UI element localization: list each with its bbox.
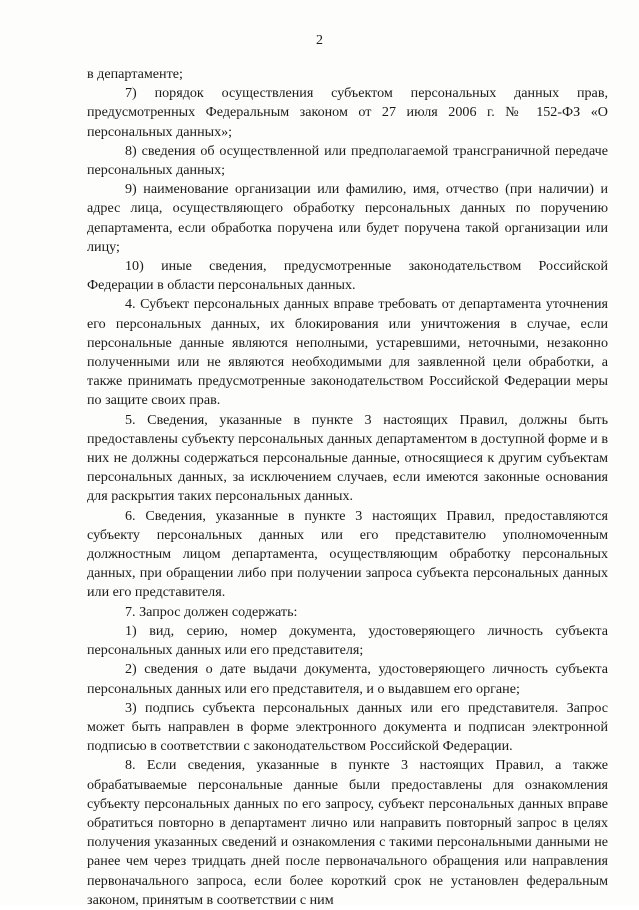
- page-number: 2: [316, 33, 323, 48]
- paragraph: 9) наименование организации или фамилию, имя, отчество (при наличии) и адрес лица, осуществляющего обработку персональных данных по поручению департамента, если обработка поручена или будет поручена такой организации или лицу;: [87, 181, 608, 255]
- paragraph: 7. Запрос должен содержать:: [125, 603, 298, 620]
- paragraph: 8. Если сведения, указанные в пункте 3 настоящих Правил, а также обрабатываемые персональные данные были предоставлены для ознакомления субъекту персональных данных по его запросу, субъект персональных данных вправе обратиться повторно в департамент лично или направить повторный запрос в целях получения указанных сведений и ознакомления с такими персональными данными не ранее чем через тридцать дней после первоначального обращения или направления первоначального запроса, если более короткий срок не установлен федеральным законом, принятым в соответствии с ним: [87, 757, 608, 908]
- paragraph: 8) сведения об осуществленной или предполагаемой трансграничной передаче персональных данных;: [87, 142, 608, 179]
- paragraph: 10) иные сведения, предусмотренные законодательством Российской Федерации в области персональных данных.: [87, 258, 608, 294]
- paragraph: 2) сведения о дате выдачи документа, удостоверяющего личность субъекта персональных данных или его представителя, и о выдавшем его органе;: [87, 661, 608, 697]
- paragraph: в департаменте;: [87, 66, 183, 82]
- paragraph: 3) подпись субъекта персональных данных или его представителя. Запрос может быть направлен в форме электронного документа и подписан электронной подписью в соответствии с законодательством Российской Федерации.: [87, 699, 608, 755]
- paragraph: 1) вид, серию, номер документа, удостоверяющего личность субъекта персональных данных или его представителя;: [87, 622, 608, 659]
- paragraph: 7) порядок осуществления субъектом персональных данных прав, предусмотренных Федеральным законом от 27 июля 2006 г. № 152-ФЗ «О персональных данных»;: [87, 85, 608, 140]
- paragraph: 5. Сведения, указанные в пункте 3 настоящих Правил, должны быть предоставлены субъекту персональных данных департаментом в доступной форме и в них не должны содержаться персональные данные, относящиеся к другим субъектам персональных данных, за исключением случаев, если имеются законные основания для раскрытия таких персональных данных.: [87, 411, 608, 505]
- paragraph: 4. Субъект персональных данных вправе требовать от департамента уточнения его персональных данных, их блокирования или уничтожения в случае, если персональные данные являются неполными, устаревшими, неточными, незаконно полученными или не являются необходимыми для заявленной цели обработки, а также принимать предусмотренные законодательством Российской Федерации меры по защите своих прав.: [87, 296, 608, 409]
- paragraph: 6. Сведения, указанные в пункте 3 настоящих Правил, предоставляются субъекту персональных данных или его представителю уполномоченным должностным лицом департамента, осуществляющим обработку персональных данных, при обращении либо при получении запроса субъекта персональных данных или его представителя.: [87, 507, 608, 601]
- document-body: [87, 65, 608, 910]
